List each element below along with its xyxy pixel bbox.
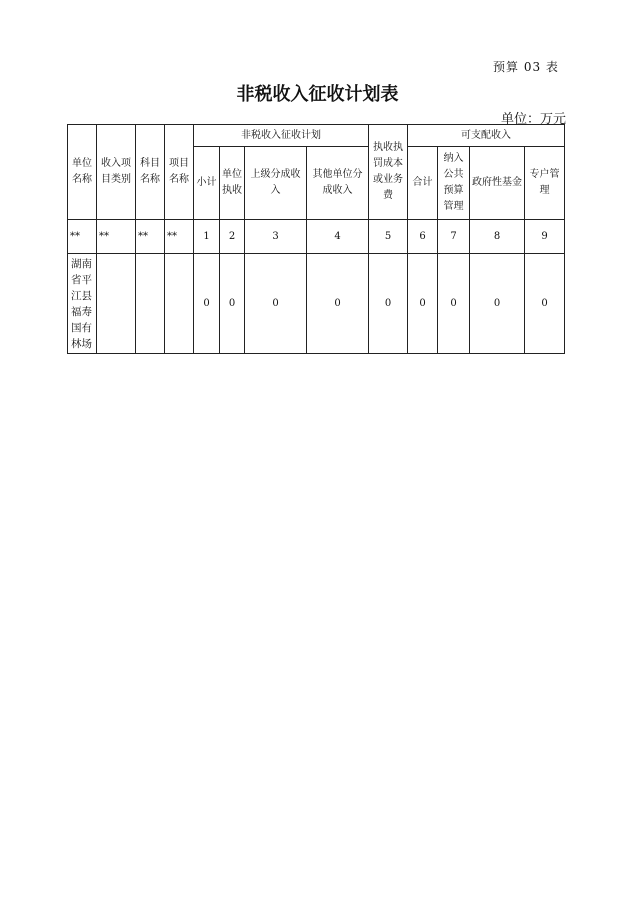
index-cell: ** [136, 220, 165, 254]
value-cell: 0 [220, 254, 245, 354]
header-item-name: 项目名称 [165, 125, 194, 220]
index-cell: 3 [245, 220, 307, 254]
header-enforce-cost: 执收执罚成本或业务费 [369, 125, 408, 220]
header-subject-name: 科目名称 [136, 125, 165, 220]
header-upper-share: 上级分成收入 [245, 147, 307, 220]
unit-name-cell: 湖南省平江县福寿国有林场 [68, 254, 97, 354]
index-cell: 6 [408, 220, 438, 254]
header-gov-fund: 政府性基金 [470, 147, 525, 220]
index-cell: 8 [470, 220, 525, 254]
header-disposable-group: 可支配收入 [408, 125, 565, 147]
subject-name-cell [136, 254, 165, 354]
value-cell: 0 [307, 254, 369, 354]
header-unit-name: 单位名称 [68, 125, 97, 220]
item-name-cell [165, 254, 194, 354]
revenue-plan-table [67, 124, 565, 354]
value-cell: 0 [369, 254, 408, 354]
header-total: 合计 [408, 147, 438, 220]
value-cell: 0 [408, 254, 438, 354]
header-subtotal: 小计 [194, 147, 220, 220]
index-cell: 1 [194, 220, 220, 254]
index-cell: 7 [438, 220, 470, 254]
unit-label: 单位：万元 [501, 112, 567, 127]
header-unit-collect: 单位执收 [220, 147, 245, 220]
value-cell: 0 [525, 254, 565, 354]
page-title: 非税收入征收计划表 [236, 84, 399, 105]
header-plan-group: 非税收入征收计划 [194, 125, 369, 147]
header-public-budget: 纳入公共预算管理 [438, 147, 470, 220]
value-cell: 0 [438, 254, 470, 354]
index-cell: 9 [525, 220, 565, 254]
header-revenue-type: 收入项目类别 [97, 125, 136, 220]
value-cell: 0 [194, 254, 220, 354]
revenue-type-cell [97, 254, 136, 354]
header-other-share: 其他单位分成收入 [307, 147, 369, 220]
index-cell: 2 [220, 220, 245, 254]
index-cell: ** [97, 220, 136, 254]
form-number: 预算 03 表 [493, 60, 559, 74]
index-cell: ** [68, 220, 97, 254]
index-cell: ** [165, 220, 194, 254]
value-cell: 0 [245, 254, 307, 354]
index-cell: 4 [307, 220, 369, 254]
header-special-acct: 专户管理 [525, 147, 565, 220]
value-cell: 0 [470, 254, 525, 354]
index-cell: 5 [369, 220, 408, 254]
